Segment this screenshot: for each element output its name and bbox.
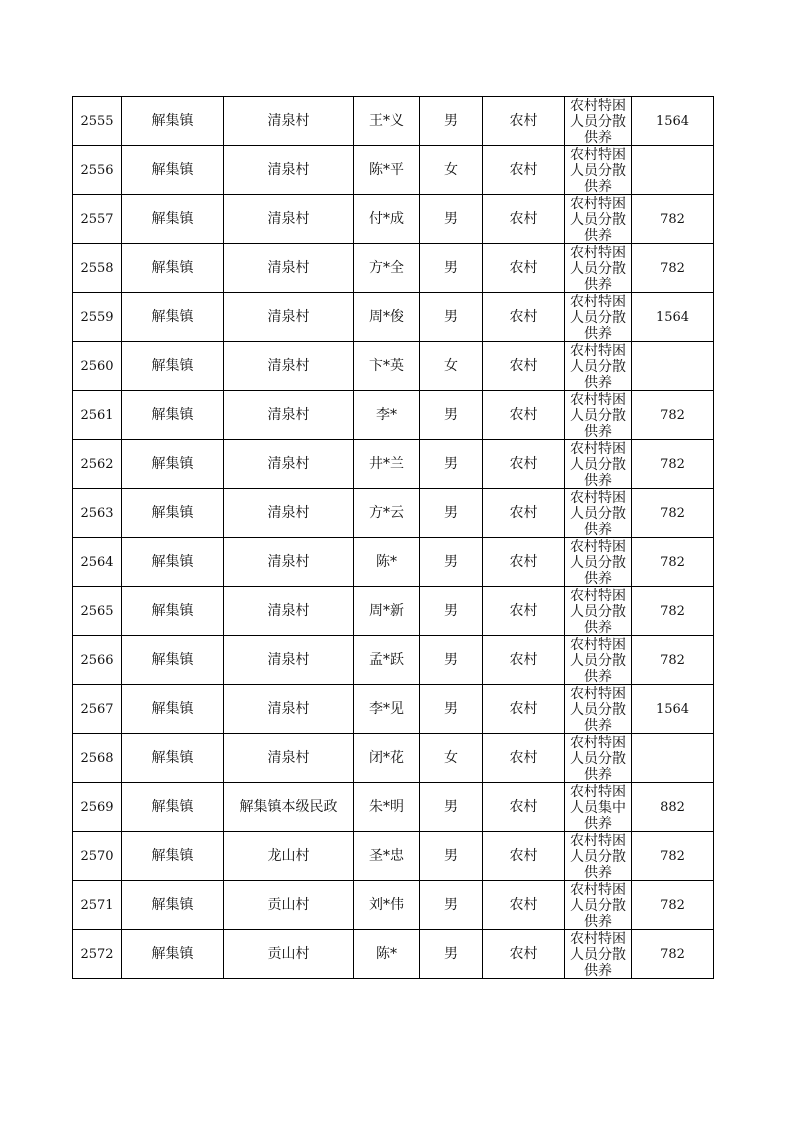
person-name-cell: 井*兰 xyxy=(354,440,420,489)
roster-table xyxy=(72,96,714,979)
area-type-cell: 农村 xyxy=(483,244,565,293)
table-row xyxy=(73,685,714,734)
village-cell: 贡山村 xyxy=(224,881,354,930)
support-type-cell xyxy=(565,489,632,538)
support-type-cell xyxy=(565,832,632,881)
area-type-cell: 农村 xyxy=(483,587,565,636)
person-name-cell: 李*见 xyxy=(354,685,420,734)
gender-cell: 男 xyxy=(420,685,483,734)
area-type-cell: 农村 xyxy=(483,636,565,685)
gender-cell: 女 xyxy=(420,342,483,391)
row-number-cell xyxy=(73,195,122,244)
row-number-text: 2569 xyxy=(80,800,114,815)
village-cell: 清泉村 xyxy=(224,391,354,440)
town-cell: 解集镇 xyxy=(122,881,224,930)
person-name-cell: 陈* xyxy=(354,538,420,587)
person-name-cell: 朱*明 xyxy=(354,783,420,832)
person-name-cell: 卞*英 xyxy=(354,342,420,391)
area-type-cell: 农村 xyxy=(483,97,565,146)
table-row xyxy=(73,146,714,195)
support-type-text: 农村特困人员分散供养 xyxy=(570,539,626,586)
gender-cell: 女 xyxy=(420,734,483,783)
row-number-text: 2570 xyxy=(80,849,114,864)
village-cell: 清泉村 xyxy=(224,293,354,342)
support-type-cell xyxy=(565,587,632,636)
amount-cell xyxy=(632,587,714,636)
person-name-cell: 周*俊 xyxy=(354,293,420,342)
gender-cell: 女 xyxy=(420,146,483,195)
person-name-cell: 陈*平 xyxy=(354,146,420,195)
town-cell: 解集镇 xyxy=(122,97,224,146)
support-type-cell xyxy=(565,146,632,195)
town-cell: 解集镇 xyxy=(122,293,224,342)
support-type-cell xyxy=(565,685,632,734)
person-name-cell: 陈* xyxy=(354,930,420,979)
area-type-cell: 农村 xyxy=(483,783,565,832)
town-cell: 解集镇 xyxy=(122,440,224,489)
row-number-text: 2559 xyxy=(80,310,114,325)
gender-cell: 男 xyxy=(420,930,483,979)
row-number-cell xyxy=(73,685,122,734)
support-type-text: 农村特困人员分散供养 xyxy=(570,392,626,439)
row-number-cell xyxy=(73,636,122,685)
town-cell: 解集镇 xyxy=(122,685,224,734)
support-type-cell xyxy=(565,391,632,440)
amount-cell xyxy=(632,489,714,538)
table-row xyxy=(73,587,714,636)
village-cell: 龙山村 xyxy=(224,832,354,881)
row-number-cell xyxy=(73,391,122,440)
row-number-text: 2567 xyxy=(80,702,114,717)
row-number-text: 2557 xyxy=(80,212,114,227)
support-type-cell xyxy=(565,195,632,244)
support-type-cell xyxy=(565,783,632,832)
gender-cell: 男 xyxy=(420,195,483,244)
amount-cell xyxy=(632,636,714,685)
support-type-text: 农村特困人员集中供养 xyxy=(570,784,626,831)
gender-cell: 男 xyxy=(420,832,483,881)
table-row xyxy=(73,783,714,832)
amount-text: 782 xyxy=(660,555,685,570)
row-number-cell xyxy=(73,440,122,489)
amount-text: 1564 xyxy=(655,702,690,717)
support-type-text: 农村特困人员分散供养 xyxy=(570,294,626,341)
amount-text: 782 xyxy=(660,898,685,913)
amount-cell xyxy=(632,342,714,391)
gender-cell: 男 xyxy=(420,440,483,489)
row-number-cell xyxy=(73,734,122,783)
support-type-cell xyxy=(565,244,632,293)
support-type-cell xyxy=(565,293,632,342)
amount-cell xyxy=(632,293,714,342)
roster-body xyxy=(73,97,714,979)
person-name-cell: 刘*伟 xyxy=(354,881,420,930)
town-cell: 解集镇 xyxy=(122,930,224,979)
amount-cell xyxy=(632,783,714,832)
support-type-text: 农村特困人员分散供养 xyxy=(570,931,626,978)
area-type-cell: 农村 xyxy=(483,293,565,342)
area-type-cell: 农村 xyxy=(483,881,565,930)
row-number-cell xyxy=(73,538,122,587)
person-name-cell: 付*成 xyxy=(354,195,420,244)
area-type-cell: 农村 xyxy=(483,685,565,734)
amount-text: 782 xyxy=(660,457,685,472)
person-name-cell: 方*全 xyxy=(354,244,420,293)
town-cell: 解集镇 xyxy=(122,587,224,636)
village-cell: 清泉村 xyxy=(224,244,354,293)
area-type-cell: 农村 xyxy=(483,489,565,538)
support-type-text: 农村特困人员分散供养 xyxy=(570,735,626,782)
support-type-text: 农村特困人员分散供养 xyxy=(570,98,626,145)
table-row xyxy=(73,293,714,342)
row-number-cell xyxy=(73,587,122,636)
area-type-cell: 农村 xyxy=(483,146,565,195)
town-cell: 解集镇 xyxy=(122,489,224,538)
area-type-cell: 农村 xyxy=(483,440,565,489)
person-name-cell: 周*新 xyxy=(354,587,420,636)
table-row xyxy=(73,391,714,440)
row-number-cell xyxy=(73,97,122,146)
table-row xyxy=(73,342,714,391)
support-type-cell xyxy=(565,97,632,146)
row-number-text: 2561 xyxy=(80,408,114,423)
person-name-cell: 孟*跃 xyxy=(354,636,420,685)
table-row xyxy=(73,195,714,244)
person-name-cell: 李* xyxy=(354,391,420,440)
amount-text: 782 xyxy=(660,212,685,227)
support-type-cell xyxy=(565,734,632,783)
table-row xyxy=(73,244,714,293)
table-row xyxy=(73,734,714,783)
table-row xyxy=(73,930,714,979)
gender-cell: 男 xyxy=(420,391,483,440)
row-number-cell xyxy=(73,146,122,195)
village-cell: 清泉村 xyxy=(224,734,354,783)
row-number-text: 2571 xyxy=(80,898,114,913)
support-type-cell xyxy=(565,636,632,685)
amount-text: 782 xyxy=(660,604,685,619)
row-number-text: 2572 xyxy=(80,947,114,962)
table-row xyxy=(73,538,714,587)
row-number-cell xyxy=(73,881,122,930)
person-name-cell: 王*义 xyxy=(354,97,420,146)
table-row xyxy=(73,440,714,489)
gender-cell: 男 xyxy=(420,489,483,538)
village-cell: 清泉村 xyxy=(224,685,354,734)
amount-text: 782 xyxy=(660,261,685,276)
village-cell: 清泉村 xyxy=(224,489,354,538)
person-name-cell: 闭*花 xyxy=(354,734,420,783)
support-type-cell xyxy=(565,342,632,391)
village-cell: 清泉村 xyxy=(224,587,354,636)
amount-cell xyxy=(632,685,714,734)
town-cell: 解集镇 xyxy=(122,195,224,244)
gender-cell: 男 xyxy=(420,636,483,685)
row-number-text: 2562 xyxy=(80,457,114,472)
row-number-text: 2566 xyxy=(80,653,114,668)
town-cell: 解集镇 xyxy=(122,636,224,685)
table-row xyxy=(73,489,714,538)
village-cell: 清泉村 xyxy=(224,440,354,489)
village-cell: 清泉村 xyxy=(224,97,354,146)
amount-text: 782 xyxy=(660,947,685,962)
row-number-cell xyxy=(73,783,122,832)
area-type-cell: 农村 xyxy=(483,342,565,391)
row-number-cell xyxy=(73,244,122,293)
person-name-cell: 圣*忠 xyxy=(354,832,420,881)
person-name-cell: 方*云 xyxy=(354,489,420,538)
amount-text: 1564 xyxy=(655,114,690,129)
table-row xyxy=(73,97,714,146)
support-type-cell xyxy=(565,930,632,979)
amount-cell xyxy=(632,930,714,979)
row-number-cell xyxy=(73,293,122,342)
town-cell: 解集镇 xyxy=(122,342,224,391)
amount-text: 782 xyxy=(660,408,685,423)
support-type-cell xyxy=(565,538,632,587)
area-type-cell: 农村 xyxy=(483,930,565,979)
gender-cell: 男 xyxy=(420,293,483,342)
amount-cell xyxy=(632,734,714,783)
amount-text: 782 xyxy=(660,506,685,521)
support-type-text: 农村特困人员分散供养 xyxy=(570,637,626,684)
gender-cell: 男 xyxy=(420,783,483,832)
amount-cell xyxy=(632,440,714,489)
area-type-cell: 农村 xyxy=(483,832,565,881)
row-number-text: 2555 xyxy=(80,114,114,129)
row-number-cell xyxy=(73,489,122,538)
table-row xyxy=(73,881,714,930)
amount-cell xyxy=(632,538,714,587)
support-type-text: 农村特困人员分散供养 xyxy=(570,245,626,292)
amount-cell xyxy=(632,195,714,244)
village-cell: 贡山村 xyxy=(224,930,354,979)
gender-cell: 男 xyxy=(420,97,483,146)
row-number-text: 2560 xyxy=(80,359,114,374)
row-number-text: 2568 xyxy=(80,751,114,766)
village-cell: 清泉村 xyxy=(224,636,354,685)
gender-cell: 男 xyxy=(420,244,483,293)
row-number-text: 2564 xyxy=(80,555,114,570)
town-cell: 解集镇 xyxy=(122,538,224,587)
village-cell: 清泉村 xyxy=(224,342,354,391)
area-type-cell: 农村 xyxy=(483,538,565,587)
support-type-text: 农村特困人员分散供养 xyxy=(570,686,626,733)
support-type-text: 农村特困人员分散供养 xyxy=(570,490,626,537)
amount-text: 882 xyxy=(660,800,685,815)
gender-cell: 男 xyxy=(420,538,483,587)
support-type-text: 农村特困人员分散供养 xyxy=(570,833,626,880)
support-type-text: 农村特困人员分散供养 xyxy=(570,588,626,635)
row-number-text: 2565 xyxy=(80,604,114,619)
area-type-cell: 农村 xyxy=(483,195,565,244)
town-cell: 解集镇 xyxy=(122,783,224,832)
village-cell: 解集镇本级民政 xyxy=(224,783,354,832)
village-cell: 清泉村 xyxy=(224,538,354,587)
amount-text: 782 xyxy=(660,849,685,864)
amount-cell xyxy=(632,146,714,195)
row-number-text: 2556 xyxy=(80,163,114,178)
table-row xyxy=(73,832,714,881)
table-row xyxy=(73,636,714,685)
amount-cell xyxy=(632,97,714,146)
row-number-cell xyxy=(73,930,122,979)
gender-cell: 男 xyxy=(420,587,483,636)
support-type-text: 农村特困人员分散供养 xyxy=(570,196,626,243)
town-cell: 解集镇 xyxy=(122,734,224,783)
amount-text: 1564 xyxy=(655,310,690,325)
support-type-text: 农村特困人员分散供养 xyxy=(570,441,626,488)
town-cell: 解集镇 xyxy=(122,244,224,293)
amount-text: 782 xyxy=(660,653,685,668)
amount-cell xyxy=(632,832,714,881)
row-number-cell xyxy=(73,832,122,881)
village-cell: 清泉村 xyxy=(224,195,354,244)
amount-cell xyxy=(632,391,714,440)
village-cell: 清泉村 xyxy=(224,146,354,195)
area-type-cell: 农村 xyxy=(483,391,565,440)
town-cell: 解集镇 xyxy=(122,391,224,440)
amount-cell xyxy=(632,244,714,293)
amount-cell xyxy=(632,881,714,930)
support-type-text: 农村特困人员分散供养 xyxy=(570,882,626,929)
support-type-text: 农村特困人员分散供养 xyxy=(570,147,626,194)
support-type-cell xyxy=(565,440,632,489)
area-type-cell: 农村 xyxy=(483,734,565,783)
row-number-text: 2563 xyxy=(80,506,114,521)
town-cell: 解集镇 xyxy=(122,832,224,881)
gender-cell: 男 xyxy=(420,881,483,930)
support-type-text: 农村特困人员分散供养 xyxy=(570,343,626,390)
row-number-cell xyxy=(73,342,122,391)
town-cell: 解集镇 xyxy=(122,146,224,195)
row-number-text: 2558 xyxy=(80,261,114,276)
support-type-cell xyxy=(565,881,632,930)
